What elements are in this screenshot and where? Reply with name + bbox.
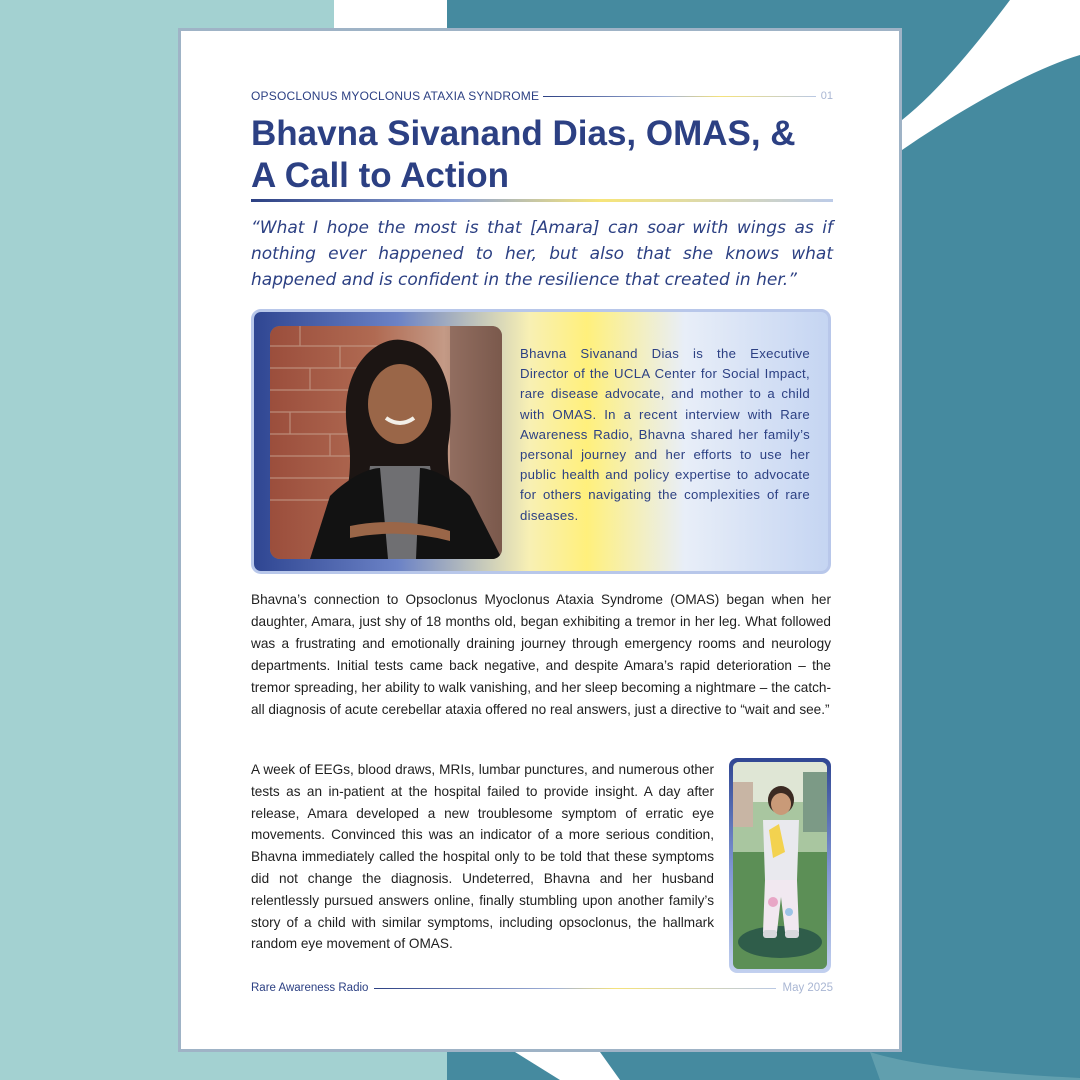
running-footer [251,981,833,995]
body-paragraph-2: A week of EEGs, blood draws, MRIs, lumbar punctures, and numerous other tests as an in-patient at the hospital failed to provide insight. A day after release, Amara developed a new troublesome symptom of erratic eye movements. Convinced this was an indicator of a more serious condition, Bhavna immediately called the hospital only to be told that these symptoms did not change the diagnosis. Undeterred, Bhavna and her husband relentlessly pursued answers online, finally stumbling upon another family’s story of a child with similar symptoms, including opsoclonus, the hallmark random eye movement of OMAS. [251,762,714,952]
child-photo [733,762,827,969]
title-rule [251,199,833,202]
pull-quote-line-2: nothing ever happened to her, but also that she knows what [251,244,833,264]
section-title: OPSOCLONUS MYOCLONUS ATAXIA SYNDROME [251,89,540,103]
bio-card [251,309,831,574]
pull-quote-line-3: happened and is confident in the resilience that created in her.” [251,270,797,290]
footer-rule [374,988,776,989]
child-photo-frame [729,758,831,973]
bio-text: Bhavna Sivanand Dias is the Executive Director of the UCLA Center for Social Impact, rare disease advocate, and mother to a child with OMAS. In a recent interview with Rare Awareness Radio, Bhavna shared her family’s personal journey and her efforts to use her public health and policy expertise to advocate for others navigating the complexities of rare diseases. [520,346,810,523]
document-page [178,28,902,1052]
page-number: 01 [820,90,833,102]
pull-quote [251,215,833,293]
article-title-line-2: A Call to Action [251,156,509,195]
pull-quote-line-1: “What I hope the most is that [Amara] can soar with wings as if [251,218,833,238]
running-header [251,88,833,104]
footer-source: Rare Awareness Radio [251,982,369,994]
header-rule [543,96,816,97]
body-paragraph-1: Bhavna’s connection to Opsoclonus Myoclonus Ataxia Syndrome (OMAS) began when her daughter, Amara, just shy of 18 months old, began exhibiting a tremor in her leg. What followed was a frustrating and emotionally draining journey through emergency rooms and neurology departments. Initial tests came back negative, and despite Amara’s rapid deterioration – the tremor spreading, her ability to walk vanishing, and her sleep becoming a nightmare – the catch-all diagnosis of acute cerebellar ataxia offered no real answers, just a directive to “wait and see.” [251,592,831,717]
footer-date: May 2025 [782,982,833,994]
portrait-photo [270,326,502,559]
article-title [251,113,851,197]
article-title-line-1: Bhavna Sivanand Dias, OMAS, & [251,114,796,153]
